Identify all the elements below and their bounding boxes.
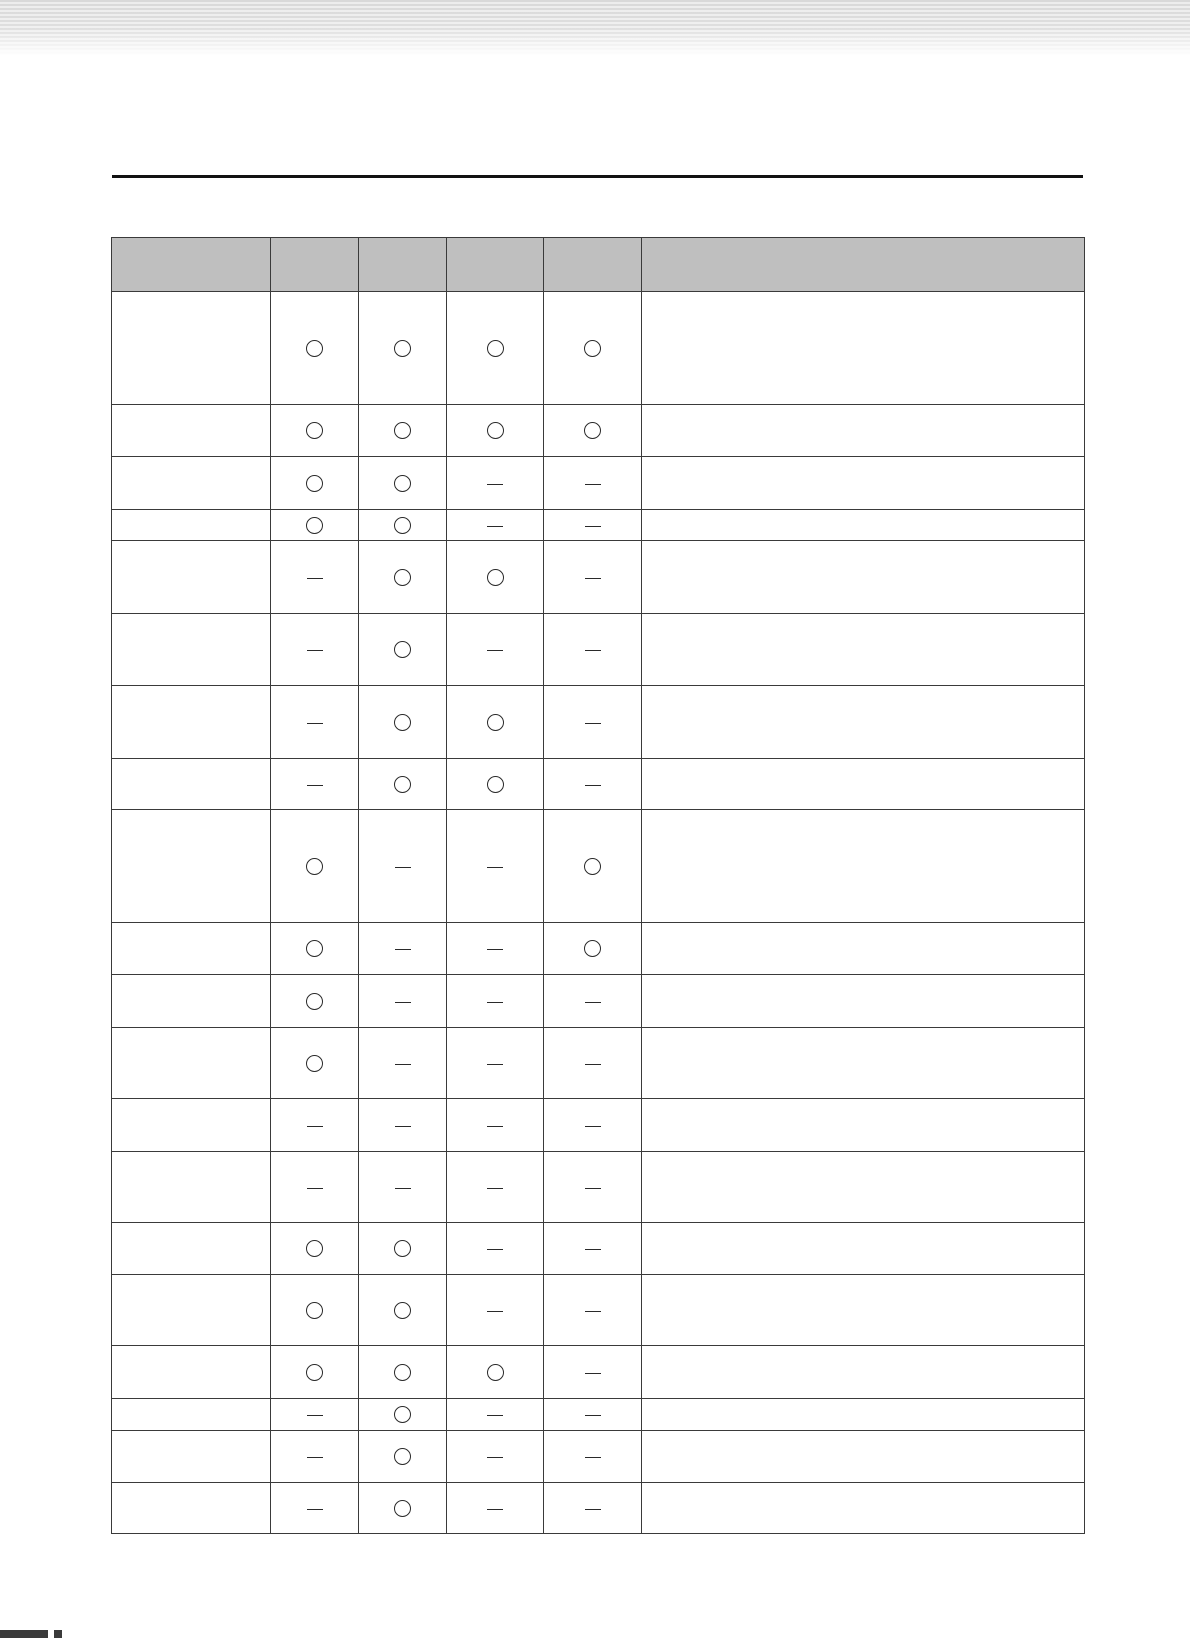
dash-icon	[585, 1188, 601, 1189]
row-label-cell	[112, 292, 271, 405]
mark-cell-col-1	[271, 1275, 359, 1346]
circle-icon	[394, 340, 411, 357]
header-cell-col-1	[271, 238, 359, 292]
mark-cell-col-4	[544, 810, 642, 923]
mark-cell-col-2	[359, 1431, 447, 1483]
row-note-cell	[642, 686, 1085, 759]
mark-cell-col-4	[544, 292, 642, 405]
mark-cell-col-2	[359, 1223, 447, 1275]
mark-cell-col-3	[447, 457, 544, 510]
mark-cell-col-2	[359, 923, 447, 975]
mark-cell-col-4	[544, 1483, 642, 1534]
dash-icon	[487, 650, 503, 651]
row-label-cell	[112, 541, 271, 614]
mark-cell-col-1	[271, 759, 359, 810]
dash-icon	[585, 1457, 601, 1458]
table-row	[112, 457, 1085, 510]
mark-cell-col-4	[544, 1028, 642, 1099]
mark-cell-col-1	[271, 1399, 359, 1431]
table-row	[112, 1399, 1085, 1431]
mark-cell-col-4	[544, 1431, 642, 1483]
mark-cell-col-2	[359, 510, 447, 541]
circle-icon	[394, 1406, 411, 1423]
mark-cell-col-2	[359, 1028, 447, 1099]
mark-cell-col-3	[447, 292, 544, 405]
compatibility-table	[111, 237, 1085, 1534]
header-band-fade	[0, 0, 1190, 56]
dash-icon	[585, 1509, 601, 1510]
circle-icon	[306, 1302, 323, 1319]
table-row	[112, 1431, 1085, 1483]
dash-icon	[585, 526, 601, 527]
table-row	[112, 810, 1085, 923]
circle-icon	[306, 475, 323, 492]
dash-icon	[585, 1415, 601, 1416]
mark-cell-col-1	[271, 1223, 359, 1275]
row-note-cell	[642, 1152, 1085, 1223]
dash-icon	[487, 1457, 503, 1458]
mark-cell-col-3	[447, 1099, 544, 1152]
circle-icon	[584, 422, 601, 439]
mark-cell-col-4	[544, 541, 642, 614]
mark-cell-col-1	[271, 923, 359, 975]
mark-cell-col-3	[447, 1431, 544, 1483]
mark-cell-col-1	[271, 614, 359, 686]
mark-cell-col-1	[271, 541, 359, 614]
row-label-cell	[112, 759, 271, 810]
dash-icon	[487, 1002, 503, 1003]
mark-cell-col-3	[447, 1346, 544, 1399]
mark-cell-col-4	[544, 510, 642, 541]
header-cell-col-3	[447, 238, 544, 292]
mark-cell-col-2	[359, 686, 447, 759]
mark-cell-col-3	[447, 975, 544, 1028]
row-note-cell	[642, 457, 1085, 510]
dash-icon	[395, 949, 411, 950]
table-row	[112, 686, 1085, 759]
mark-cell-col-2	[359, 975, 447, 1028]
mark-cell-col-1	[271, 1028, 359, 1099]
mark-cell-col-3	[447, 1399, 544, 1431]
row-label-cell	[112, 923, 271, 975]
dash-icon	[307, 785, 323, 786]
mark-cell-col-4	[544, 975, 642, 1028]
header-cell-col-2	[359, 238, 447, 292]
row-note-cell	[642, 1028, 1085, 1099]
row-note-cell	[642, 405, 1085, 457]
dash-icon	[307, 1509, 323, 1510]
dash-icon	[585, 650, 601, 651]
row-label-cell	[112, 614, 271, 686]
mark-cell-col-2	[359, 1099, 447, 1152]
mark-cell-col-3	[447, 541, 544, 614]
mark-cell-col-4	[544, 686, 642, 759]
circle-icon	[394, 714, 411, 731]
table-row	[112, 541, 1085, 614]
circle-icon	[394, 1500, 411, 1517]
row-label-cell	[112, 1399, 271, 1431]
dash-icon	[487, 949, 503, 950]
dash-icon	[487, 484, 503, 485]
table-body	[112, 292, 1085, 1534]
mark-cell-col-2	[359, 1275, 447, 1346]
dash-icon	[487, 1249, 503, 1250]
mark-cell-col-4	[544, 1346, 642, 1399]
mark-cell-col-4	[544, 405, 642, 457]
dash-icon	[395, 1188, 411, 1189]
table-row	[112, 1275, 1085, 1346]
circle-icon	[306, 1364, 323, 1381]
mark-cell-col-1	[271, 510, 359, 541]
circle-icon	[306, 1055, 323, 1072]
dash-icon	[307, 723, 323, 724]
table-row	[112, 614, 1085, 686]
circle-icon	[394, 517, 411, 534]
table-row	[112, 923, 1085, 975]
mark-cell-col-2	[359, 1346, 447, 1399]
row-label-cell	[112, 1275, 271, 1346]
dash-icon	[585, 1311, 601, 1312]
circle-icon	[394, 1364, 411, 1381]
row-label-cell	[112, 975, 271, 1028]
row-note-cell	[642, 1483, 1085, 1534]
circle-icon	[487, 714, 504, 731]
mark-cell-col-4	[544, 457, 642, 510]
mark-cell-col-2	[359, 1483, 447, 1534]
mark-cell-col-3	[447, 686, 544, 759]
circle-icon	[394, 1240, 411, 1257]
mark-cell-col-3	[447, 810, 544, 923]
dash-icon	[487, 1064, 503, 1065]
dash-icon	[585, 578, 601, 579]
dash-icon	[585, 723, 601, 724]
row-note-cell	[642, 541, 1085, 614]
dash-icon	[585, 1373, 601, 1374]
dash-icon	[487, 526, 503, 527]
mark-cell-col-4	[544, 1223, 642, 1275]
row-label-cell	[112, 1028, 271, 1099]
header-cell-label	[112, 238, 271, 292]
mark-cell-col-1	[271, 810, 359, 923]
row-note-cell	[642, 975, 1085, 1028]
mark-cell-col-4	[544, 614, 642, 686]
mark-cell-col-3	[447, 1275, 544, 1346]
row-label-cell	[112, 457, 271, 510]
row-label-cell	[112, 1223, 271, 1275]
circle-icon	[487, 776, 504, 793]
row-note-cell	[642, 292, 1085, 405]
mark-cell-col-1	[271, 1099, 359, 1152]
mark-cell-col-4	[544, 923, 642, 975]
circle-icon	[394, 1448, 411, 1465]
table-row	[112, 405, 1085, 457]
row-label-cell	[112, 510, 271, 541]
circle-icon	[394, 641, 411, 658]
mark-cell-col-2	[359, 1399, 447, 1431]
row-label-cell	[112, 810, 271, 923]
row-label-cell	[112, 1099, 271, 1152]
mark-cell-col-3	[447, 510, 544, 541]
dash-icon	[585, 1002, 601, 1003]
circle-icon	[487, 340, 504, 357]
page-tab-marker	[54, 1630, 62, 1638]
circle-icon	[306, 340, 323, 357]
dash-icon	[585, 1126, 601, 1127]
circle-icon	[394, 1302, 411, 1319]
dash-icon	[585, 1064, 601, 1065]
mark-cell-col-1	[271, 1483, 359, 1534]
mark-cell-col-4	[544, 1275, 642, 1346]
mark-cell-col-2	[359, 810, 447, 923]
row-note-cell	[642, 1223, 1085, 1275]
table-row	[112, 1483, 1085, 1534]
table-row	[112, 1099, 1085, 1152]
mark-cell-col-3	[447, 923, 544, 975]
dash-icon	[307, 650, 323, 651]
mark-cell-col-1	[271, 975, 359, 1028]
row-label-cell	[112, 1483, 271, 1534]
mark-cell-col-1	[271, 686, 359, 759]
dash-icon	[487, 867, 503, 868]
circle-icon	[394, 569, 411, 586]
mark-cell-col-1	[271, 1431, 359, 1483]
circle-icon	[487, 422, 504, 439]
mark-cell-col-2	[359, 541, 447, 614]
mark-cell-col-1	[271, 457, 359, 510]
mark-cell-col-1	[271, 292, 359, 405]
dash-icon	[487, 1509, 503, 1510]
row-note-cell	[642, 1346, 1085, 1399]
row-label-cell	[112, 405, 271, 457]
dash-icon	[487, 1188, 503, 1189]
mark-cell-col-4	[544, 1099, 642, 1152]
mark-cell-col-3	[447, 759, 544, 810]
mark-cell-col-2	[359, 457, 447, 510]
row-note-cell	[642, 810, 1085, 923]
circle-icon	[306, 940, 323, 957]
mark-cell-col-4	[544, 1399, 642, 1431]
dash-icon	[585, 1249, 601, 1250]
dash-icon	[585, 785, 601, 786]
dash-icon	[487, 1126, 503, 1127]
table-row	[112, 1223, 1085, 1275]
dash-icon	[395, 1064, 411, 1065]
dash-icon	[487, 1415, 503, 1416]
row-note-cell	[642, 1431, 1085, 1483]
header-cell-notes	[642, 238, 1085, 292]
circle-icon	[584, 940, 601, 957]
mark-cell-col-3	[447, 1152, 544, 1223]
row-label-cell	[112, 1431, 271, 1483]
circle-icon	[306, 858, 323, 875]
mark-cell-col-2	[359, 292, 447, 405]
mark-cell-col-1	[271, 1152, 359, 1223]
table-row	[112, 1028, 1085, 1099]
circle-icon	[487, 1364, 504, 1381]
circle-icon	[584, 858, 601, 875]
table-header-row	[112, 238, 1085, 292]
circle-icon	[394, 475, 411, 492]
dash-icon	[307, 1415, 323, 1416]
circle-icon	[394, 776, 411, 793]
mark-cell-col-2	[359, 614, 447, 686]
header-cell-col-4	[544, 238, 642, 292]
table-row	[112, 1346, 1085, 1399]
circle-icon	[394, 422, 411, 439]
dash-icon	[307, 1188, 323, 1189]
mark-cell-col-3	[447, 614, 544, 686]
dash-icon	[395, 1002, 411, 1003]
circle-icon	[584, 340, 601, 357]
mark-cell-col-2	[359, 405, 447, 457]
dash-icon	[307, 578, 323, 579]
row-label-cell	[112, 1152, 271, 1223]
circle-icon	[306, 993, 323, 1010]
dash-icon	[585, 484, 601, 485]
dash-icon	[395, 867, 411, 868]
circle-icon	[487, 569, 504, 586]
mark-cell-col-1	[271, 405, 359, 457]
table-row	[112, 759, 1085, 810]
mark-cell-col-1	[271, 1346, 359, 1399]
dash-icon	[487, 1311, 503, 1312]
title-rule	[112, 175, 1083, 178]
table-row	[112, 1152, 1085, 1223]
mark-cell-col-2	[359, 1152, 447, 1223]
mark-cell-col-3	[447, 1483, 544, 1534]
row-note-cell	[642, 759, 1085, 810]
circle-icon	[306, 422, 323, 439]
mark-cell-col-2	[359, 759, 447, 810]
circle-icon	[306, 1240, 323, 1257]
row-label-cell	[112, 1346, 271, 1399]
row-note-cell	[642, 614, 1085, 686]
mark-cell-col-3	[447, 1028, 544, 1099]
row-note-cell	[642, 1275, 1085, 1346]
row-note-cell	[642, 510, 1085, 541]
row-label-cell	[112, 686, 271, 759]
table-row	[112, 510, 1085, 541]
row-note-cell	[642, 1099, 1085, 1152]
row-note-cell	[642, 923, 1085, 975]
mark-cell-col-3	[447, 1223, 544, 1275]
mark-cell-col-3	[447, 405, 544, 457]
dash-icon	[395, 1126, 411, 1127]
row-note-cell	[642, 1399, 1085, 1431]
table-row	[112, 292, 1085, 405]
mark-cell-col-4	[544, 1152, 642, 1223]
dash-icon	[307, 1126, 323, 1127]
circle-icon	[306, 517, 323, 534]
page-tab	[0, 1630, 48, 1638]
dash-icon	[307, 1457, 323, 1458]
mark-cell-col-4	[544, 759, 642, 810]
table-row	[112, 975, 1085, 1028]
